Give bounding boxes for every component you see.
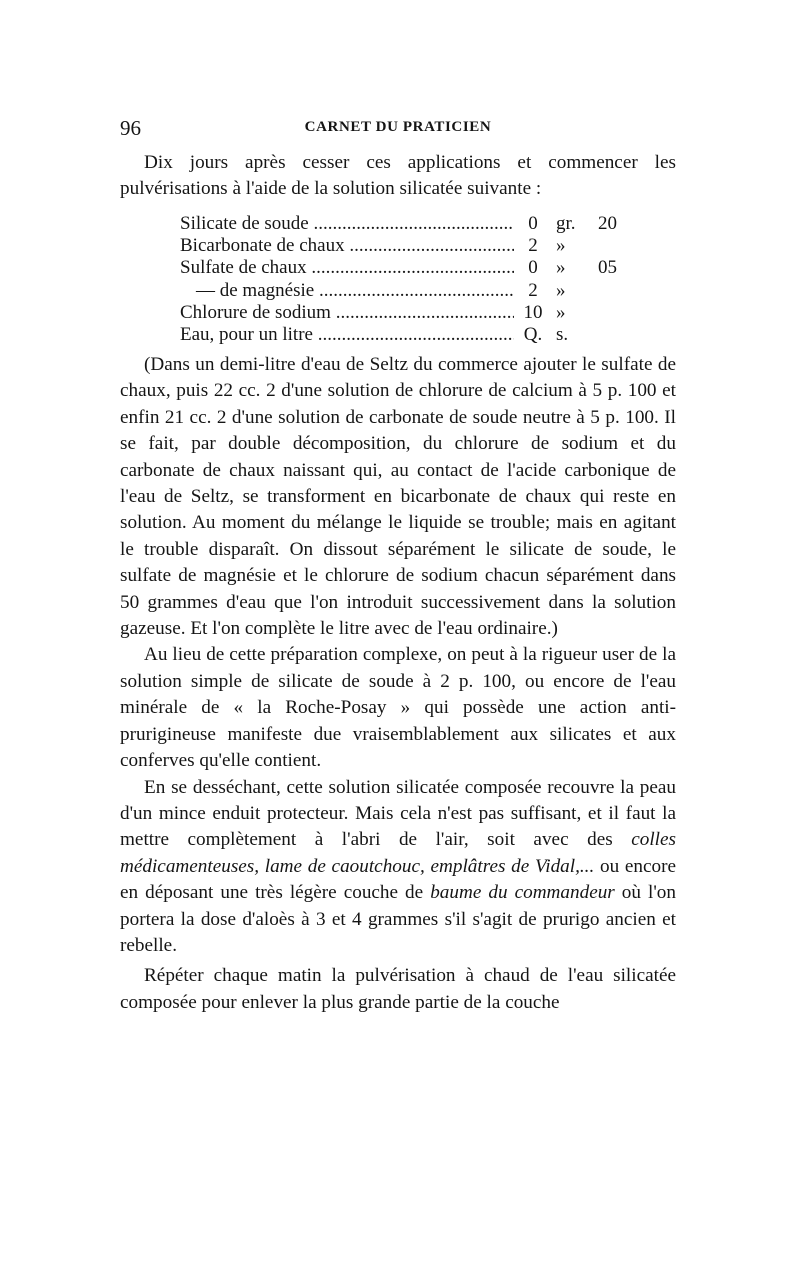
ingredient-qty: 0 <box>528 257 538 279</box>
ingredient-frac <box>598 280 628 302</box>
running-title: CARNET DU PRATICIEN <box>304 119 492 135</box>
italic-run: colles médicamenteuses, lame de caoutchouc, emplâtres de Vidal,... <box>120 829 676 877</box>
recipe-row <box>180 280 630 302</box>
intro-paragraph: Dix jours après cesser ces applications et commencer les pulvérisations à l'aide de la solution silicatée suivante : <box>120 152 676 200</box>
paragraph-morning: Répéter chaque matin la pulvérisation à chaud de l'eau silicatée composée pour enlever la plus grande partie de la couche <box>120 965 676 1013</box>
intro-block <box>120 150 676 203</box>
page-header <box>120 116 676 138</box>
ingredient-unit: » <box>556 279 566 301</box>
ingredient-name: Sulfate de chaux ..... <box>180 257 514 279</box>
ingredient-name: Eau, pour un litre ..... <box>180 324 514 346</box>
ingredient-frac <box>598 302 628 324</box>
ingredient-unit: » <box>556 235 566 257</box>
ingredient-unit: gr. <box>556 213 576 234</box>
paragraph-protection <box>120 775 676 960</box>
ingredient-qty: Q. <box>523 324 543 346</box>
recipe-row <box>180 213 630 235</box>
ingredient-unit: s. <box>556 324 569 346</box>
text-run: En se desséchant, cette solution silicatée composée recouvre la peau d'un mince enduit protecteur. Mais cela n'est pas suffisant, et il faut la mettre complètement à l'abri de l'air, soit avec des <box>120 776 676 851</box>
ingredient-unit: » <box>556 257 566 279</box>
recipe-row <box>180 235 630 257</box>
ingredient-name: Chlorure de sodium ..... <box>180 302 514 324</box>
page-number: 96 <box>120 116 141 140</box>
italic-run: baume du commandeur <box>430 882 615 904</box>
text-run: ou encore en déposant une très légère couche de <box>120 855 676 904</box>
ingredient-unit: » <box>556 301 566 323</box>
ingredient-qty: 0 <box>528 213 538 234</box>
recipe-row <box>180 324 630 346</box>
ingredient-frac: 20 <box>598 213 617 234</box>
ingredient-qty: 10 <box>523 301 543 323</box>
ingredient-frac <box>598 324 628 346</box>
ingredient-name: Bicarbonate de chaux ..... <box>180 235 514 257</box>
body-text <box>120 352 676 1016</box>
ingredient-name: Silicate de soude ..... <box>180 213 514 235</box>
ingredient-frac: 05 <box>598 257 617 279</box>
paragraph-alternative: Au lieu de cette préparation complexe, on peut à la rigueur user de la solution simple de silicate de soude à 2 p. 100, ou encore de l'eau minérale de « la Roche-Posay » qui possède une action anti-prurigineuse manifeste due vraisemblablement aux silicates et aux conferves qu'elle contient. <box>120 644 676 772</box>
ingredient-name: — de magnésie ..... <box>180 280 514 302</box>
recipe-row <box>180 302 630 324</box>
paragraph-preparation: (Dans un demi-litre d'eau de Seltz du commerce ajouter le sulfate de chaux, puis 22 cc. 2 d'une solution de chlorure de calcium à 5 p. 100 et enfin 21 cc. 2 d'une solution de carbonate de soude neutre à 5 p. 100. Il se fait, par double décomposition, du chlorure de sodium et du carbonate de chaux naissant qui, au contact de l'acide carbonique de l'eau de Seltz, se transforment en bicarbonate de chaux qui reste en solution. Au moment du mélange le liquide se trouble; mais en agitant le trouble disparaît. On dissout séparément le silicate de soude, le sulfate de magnésie et le chlorure de sodium chacun séparément dans 50 grammes d'eau que l'on introduit successivement dans la solution gazeuse. Et l'on complète le litre avec de l'eau ordinaire.) <box>120 354 676 640</box>
ingredient-frac <box>598 235 628 257</box>
text-run: où l'on portera la dose d'aloès à 3 et 4 grammes s'il s'agit de prurigo ancien et rebelle. <box>120 882 676 956</box>
recipe-list <box>180 213 630 346</box>
recipe-row <box>180 257 630 279</box>
ingredient-qty: 2 <box>528 279 538 301</box>
ingredient-qty: 2 <box>528 235 538 257</box>
